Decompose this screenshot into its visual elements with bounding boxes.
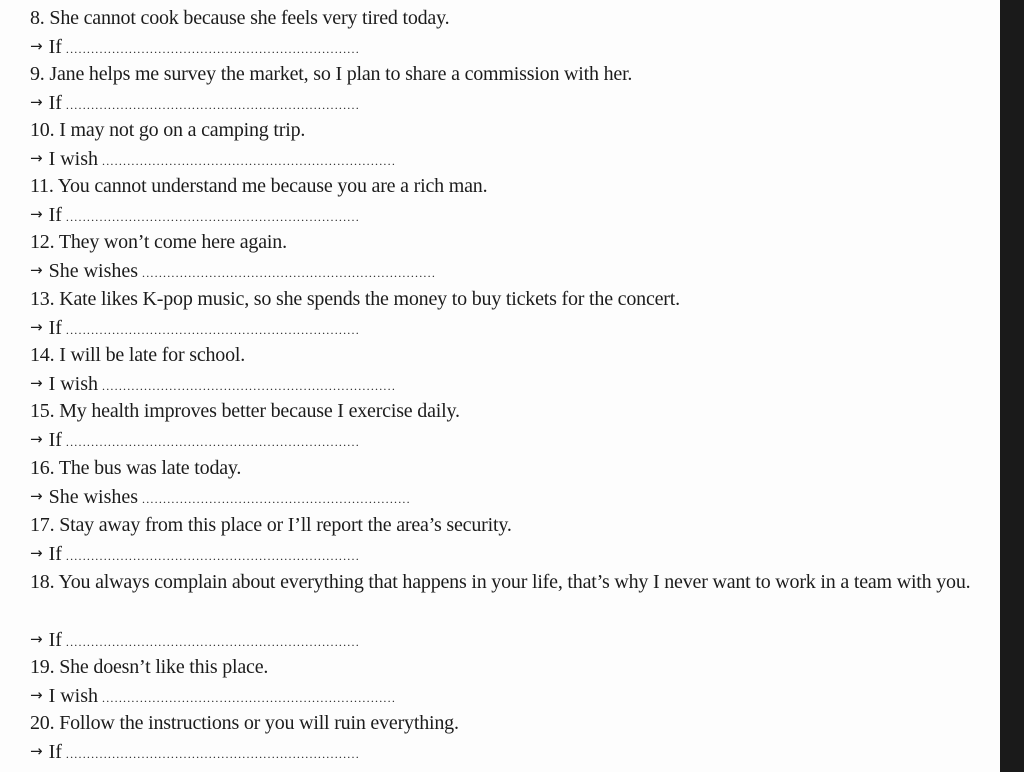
answer-blank: ...................................................................... bbox=[65, 747, 360, 761]
answer-blank: ...................................................................... bbox=[102, 691, 397, 705]
answer-line-20 bbox=[30, 738, 360, 767]
arrow-icon: → bbox=[30, 318, 43, 336]
answer-prompt: She wishes bbox=[48, 260, 139, 282]
answer-line-14 bbox=[30, 370, 396, 399]
arrow-icon: → bbox=[30, 93, 43, 111]
arrow-icon: → bbox=[30, 742, 43, 760]
answer-blank: ...................................................................... bbox=[65, 323, 360, 337]
answer-line-12 bbox=[30, 257, 436, 286]
answer-blank: ...................................................................... bbox=[142, 266, 437, 280]
answer-prompt: I wish bbox=[48, 373, 99, 395]
arrow-icon: → bbox=[30, 205, 43, 223]
answer-line-8 bbox=[30, 33, 360, 62]
answer-blank: ...................................................................... bbox=[65, 549, 360, 563]
question-19: 19. She doesn’t like this place. bbox=[30, 656, 269, 678]
answer-line-17 bbox=[30, 540, 360, 569]
answer-line-13 bbox=[30, 314, 360, 343]
answer-blank: ...................................................................... bbox=[65, 435, 360, 449]
answer-prompt: If bbox=[48, 204, 62, 226]
answer-line-10 bbox=[30, 145, 396, 174]
answer-prompt: If bbox=[48, 429, 62, 451]
answer-line-11 bbox=[30, 201, 360, 230]
question-17: 17. Stay away from this place or I’ll report the area’s security. bbox=[30, 514, 512, 536]
answer-blank: ...................................................................... bbox=[102, 154, 397, 168]
arrow-icon: → bbox=[30, 430, 43, 448]
answer-prompt: If bbox=[48, 92, 62, 114]
answer-blank: ...................................................................... bbox=[65, 635, 360, 649]
arrow-icon: → bbox=[30, 37, 43, 55]
answer-prompt: If bbox=[48, 629, 62, 651]
question-9: 9. Jane helps me survey the market, so I plan to share a commission with her. bbox=[30, 63, 633, 85]
arrow-icon: → bbox=[30, 261, 43, 279]
answer-line-19 bbox=[30, 682, 396, 711]
question-12: 12. They won’t come here again. bbox=[30, 231, 287, 253]
question-8: 8. She cannot cook because she feels very tired today. bbox=[30, 7, 450, 29]
arrow-icon: → bbox=[30, 630, 43, 648]
answer-prompt: She wishes bbox=[48, 486, 139, 508]
answer-prompt: I wish bbox=[48, 148, 99, 170]
answer-prompt: If bbox=[48, 741, 62, 763]
answer-blank: ................................................................ bbox=[142, 492, 411, 506]
right-border bbox=[1000, 0, 1024, 772]
question-16: 16. The bus was late today. bbox=[30, 457, 242, 479]
question-18: 18. You always complain about everything that happens in your life, that’s why I never want to work in a team with you. bbox=[30, 571, 971, 593]
arrow-icon: → bbox=[30, 374, 43, 392]
answer-prompt: If bbox=[48, 543, 62, 565]
answer-blank: ...................................................................... bbox=[102, 379, 397, 393]
question-13: 13. Kate likes K-pop music, so she spends the money to buy tickets for the concert. bbox=[30, 288, 680, 310]
answer-line-18 bbox=[30, 626, 360, 655]
answer-blank: ...................................................................... bbox=[65, 210, 360, 224]
question-14: 14. I will be late for school. bbox=[30, 344, 246, 366]
question-15: 15. My health improves better because I exercise daily. bbox=[30, 400, 460, 422]
answer-line-15 bbox=[30, 426, 360, 455]
answer-line-9 bbox=[30, 89, 360, 118]
answer-blank: ...................................................................... bbox=[65, 42, 360, 56]
answer-prompt: If bbox=[48, 36, 62, 58]
answer-prompt: If bbox=[48, 317, 62, 339]
arrow-icon: → bbox=[30, 487, 43, 505]
question-10: 10. I may not go on a camping trip. bbox=[30, 119, 306, 141]
question-20: 20. Follow the instructions or you will ruin everything. bbox=[30, 712, 459, 734]
question-11: 11. You cannot understand me because you are a rich man. bbox=[30, 175, 488, 197]
answer-blank: ...................................................................... bbox=[65, 98, 360, 112]
arrow-icon: → bbox=[30, 686, 43, 704]
arrow-icon: → bbox=[30, 544, 43, 562]
answer-prompt: I wish bbox=[48, 685, 99, 707]
arrow-icon: → bbox=[30, 149, 43, 167]
answer-line-16 bbox=[30, 483, 411, 512]
